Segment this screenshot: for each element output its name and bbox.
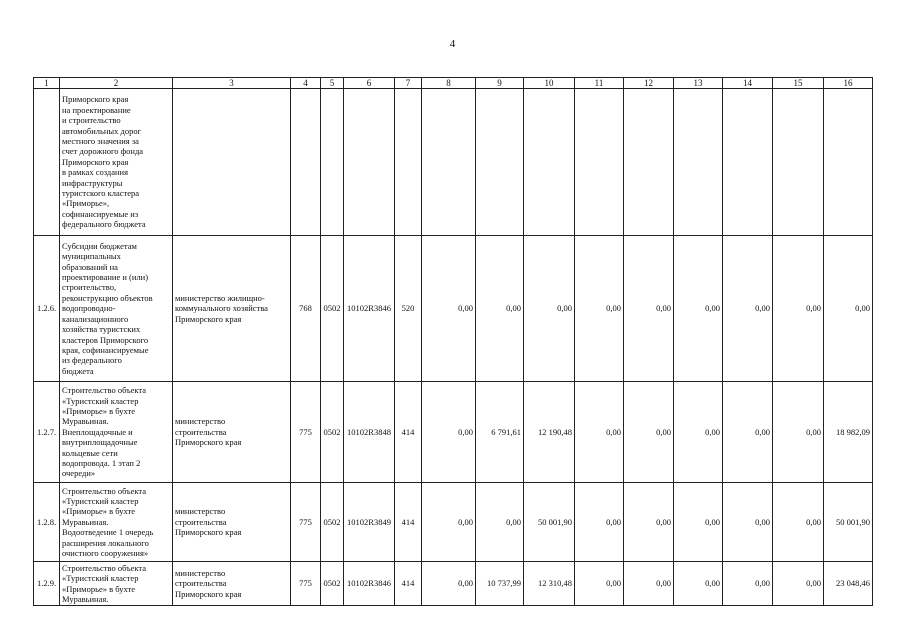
column-header-2: 2 xyxy=(60,78,173,89)
cell-col-10: 12 190,48 xyxy=(524,382,575,483)
column-header-8: 8 xyxy=(422,78,476,89)
cell-col-1: 1.2.9. xyxy=(34,562,60,606)
cell-col-10: 0,00 xyxy=(524,236,575,382)
cell-col-2: Строительство объекта «Туристский кластер «Приморье» в бухте Муравьиная. Внеплощадочные и внутриплощадочные кольцевые сети водопровода. 1 этап 2 очереди» xyxy=(60,382,173,483)
column-header-5: 5 xyxy=(321,78,344,89)
cell-col-1: 1.2.8. xyxy=(34,483,60,562)
cell-col-8: 0,00 xyxy=(422,483,476,562)
cell-col-3 xyxy=(173,89,291,236)
cell-col-16: 0,00 xyxy=(824,236,873,382)
column-header-1: 1 xyxy=(34,78,60,89)
cell-col-11: 0,00 xyxy=(575,382,624,483)
cell-col-15: 0,00 xyxy=(773,236,824,382)
cell-col-12: 0,00 xyxy=(624,562,674,606)
cell-col-12 xyxy=(624,89,674,236)
cell-col-6: 10102R3846 xyxy=(344,562,395,606)
cell-col-11: 0,00 xyxy=(575,483,624,562)
cell-col-4: 775 xyxy=(291,483,321,562)
cell-col-10: 12 310,48 xyxy=(524,562,575,606)
cell-col-6 xyxy=(344,89,395,236)
cell-col-4 xyxy=(291,89,321,236)
cell-col-15: 0,00 xyxy=(773,382,824,483)
cell-col-12: 0,00 xyxy=(624,483,674,562)
cell-col-5 xyxy=(321,89,344,236)
cell-col-8: 0,00 xyxy=(422,382,476,483)
table-row xyxy=(34,236,873,382)
cell-col-8: 0,00 xyxy=(422,236,476,382)
cell-col-6: 10102R3846 xyxy=(344,236,395,382)
column-header-14: 14 xyxy=(723,78,773,89)
cell-col-12: 0,00 xyxy=(624,236,674,382)
cell-col-7: 414 xyxy=(395,382,422,483)
column-header-11: 11 xyxy=(575,78,624,89)
cell-col-11 xyxy=(575,89,624,236)
cell-col-1: 1.2.6. xyxy=(34,236,60,382)
budget-table xyxy=(33,77,873,606)
table-row xyxy=(34,483,873,562)
cell-col-12: 0,00 xyxy=(624,382,674,483)
cell-col-15: 0,00 xyxy=(773,483,824,562)
cell-col-11: 0,00 xyxy=(575,562,624,606)
cell-col-1: 1.2.7. xyxy=(34,382,60,483)
column-header-9: 9 xyxy=(476,78,524,89)
cell-col-5: 0502 xyxy=(321,562,344,606)
cell-col-9: 6 791,61 xyxy=(476,382,524,483)
cell-col-5: 0502 xyxy=(321,236,344,382)
cell-col-7: 520 xyxy=(395,236,422,382)
cell-col-9 xyxy=(476,89,524,236)
cell-col-3: министерство строительства Приморского края xyxy=(173,382,291,483)
cell-col-8: 0,00 xyxy=(422,562,476,606)
cell-col-14: 0,00 xyxy=(723,382,773,483)
cell-col-16: 18 982,09 xyxy=(824,382,873,483)
table-row xyxy=(34,382,873,483)
cell-col-13: 0,00 xyxy=(674,236,723,382)
cell-col-11: 0,00 xyxy=(575,236,624,382)
table-row xyxy=(34,562,873,606)
cell-col-2: Приморского края на проектирование и строительство автомобильных дорог местного значения за счет дорожного фонда Приморского края в рамках создания инфраструктуры туристского кластера «Приморье», софинансируемые из федерального бюджета xyxy=(60,89,173,236)
cell-col-14: 0,00 xyxy=(723,562,773,606)
cell-col-9: 10 737,99 xyxy=(476,562,524,606)
column-header-4: 4 xyxy=(291,78,321,89)
column-header-15: 15 xyxy=(773,78,824,89)
cell-col-5: 0502 xyxy=(321,483,344,562)
column-header-7: 7 xyxy=(395,78,422,89)
cell-col-13: 0,00 xyxy=(674,483,723,562)
cell-col-7: 414 xyxy=(395,483,422,562)
cell-col-14: 0,00 xyxy=(723,483,773,562)
cell-col-2: Строительство объекта «Туристский кластер «Приморье» в бухте Муравьиная. xyxy=(60,562,173,606)
cell-col-7 xyxy=(395,89,422,236)
cell-col-5: 0502 xyxy=(321,382,344,483)
column-header-3: 3 xyxy=(173,78,291,89)
page-number: 4 xyxy=(449,38,456,50)
cell-col-9: 0,00 xyxy=(476,483,524,562)
cell-col-15 xyxy=(773,89,824,236)
column-header-10: 10 xyxy=(524,78,575,89)
cell-col-10: 50 001,90 xyxy=(524,483,575,562)
cell-col-13: 0,00 xyxy=(674,382,723,483)
cell-col-2: Субсидии бюджетам муниципальных образований на проектирование и (или) строительство, реконструкцию объектов водопроводно- канализационного хозяйства туристских кластеров Приморского края, софинансируемые из федерального бюджета xyxy=(60,236,173,382)
cell-col-4: 775 xyxy=(291,382,321,483)
column-header-6: 6 xyxy=(344,78,395,89)
cell-col-3: министерство строительства Приморского края xyxy=(173,562,291,606)
cell-col-16 xyxy=(824,89,873,236)
cell-col-6: 10102R3849 xyxy=(344,483,395,562)
cell-col-13 xyxy=(674,89,723,236)
cell-col-15: 0,00 xyxy=(773,562,824,606)
header-row xyxy=(34,78,873,89)
column-header-12: 12 xyxy=(624,78,674,89)
cell-col-14 xyxy=(723,89,773,236)
cell-col-9: 0,00 xyxy=(476,236,524,382)
table-row xyxy=(34,89,873,236)
cell-col-7: 414 xyxy=(395,562,422,606)
cell-col-3: министерство строительства Приморского края xyxy=(173,483,291,562)
cell-col-10 xyxy=(524,89,575,236)
cell-col-1 xyxy=(34,89,60,236)
cell-col-16: 50 001,90 xyxy=(824,483,873,562)
cell-col-3: министерство жилищно- коммунального хозяйства Приморского края xyxy=(173,236,291,382)
column-header-13: 13 xyxy=(674,78,723,89)
cell-col-6: 10102R3848 xyxy=(344,382,395,483)
cell-col-13: 0,00 xyxy=(674,562,723,606)
column-header-16: 16 xyxy=(824,78,873,89)
cell-col-4: 768 xyxy=(291,236,321,382)
cell-col-8 xyxy=(422,89,476,236)
cell-col-4: 775 xyxy=(291,562,321,606)
cell-col-16: 23 048,46 xyxy=(824,562,873,606)
cell-col-14: 0,00 xyxy=(723,236,773,382)
cell-col-2: Строительство объекта «Туристский кластер «Приморье» в бухте Муравьиная. Водоотведение 1 очередь расширения локального очистного сооружения» xyxy=(60,483,173,562)
